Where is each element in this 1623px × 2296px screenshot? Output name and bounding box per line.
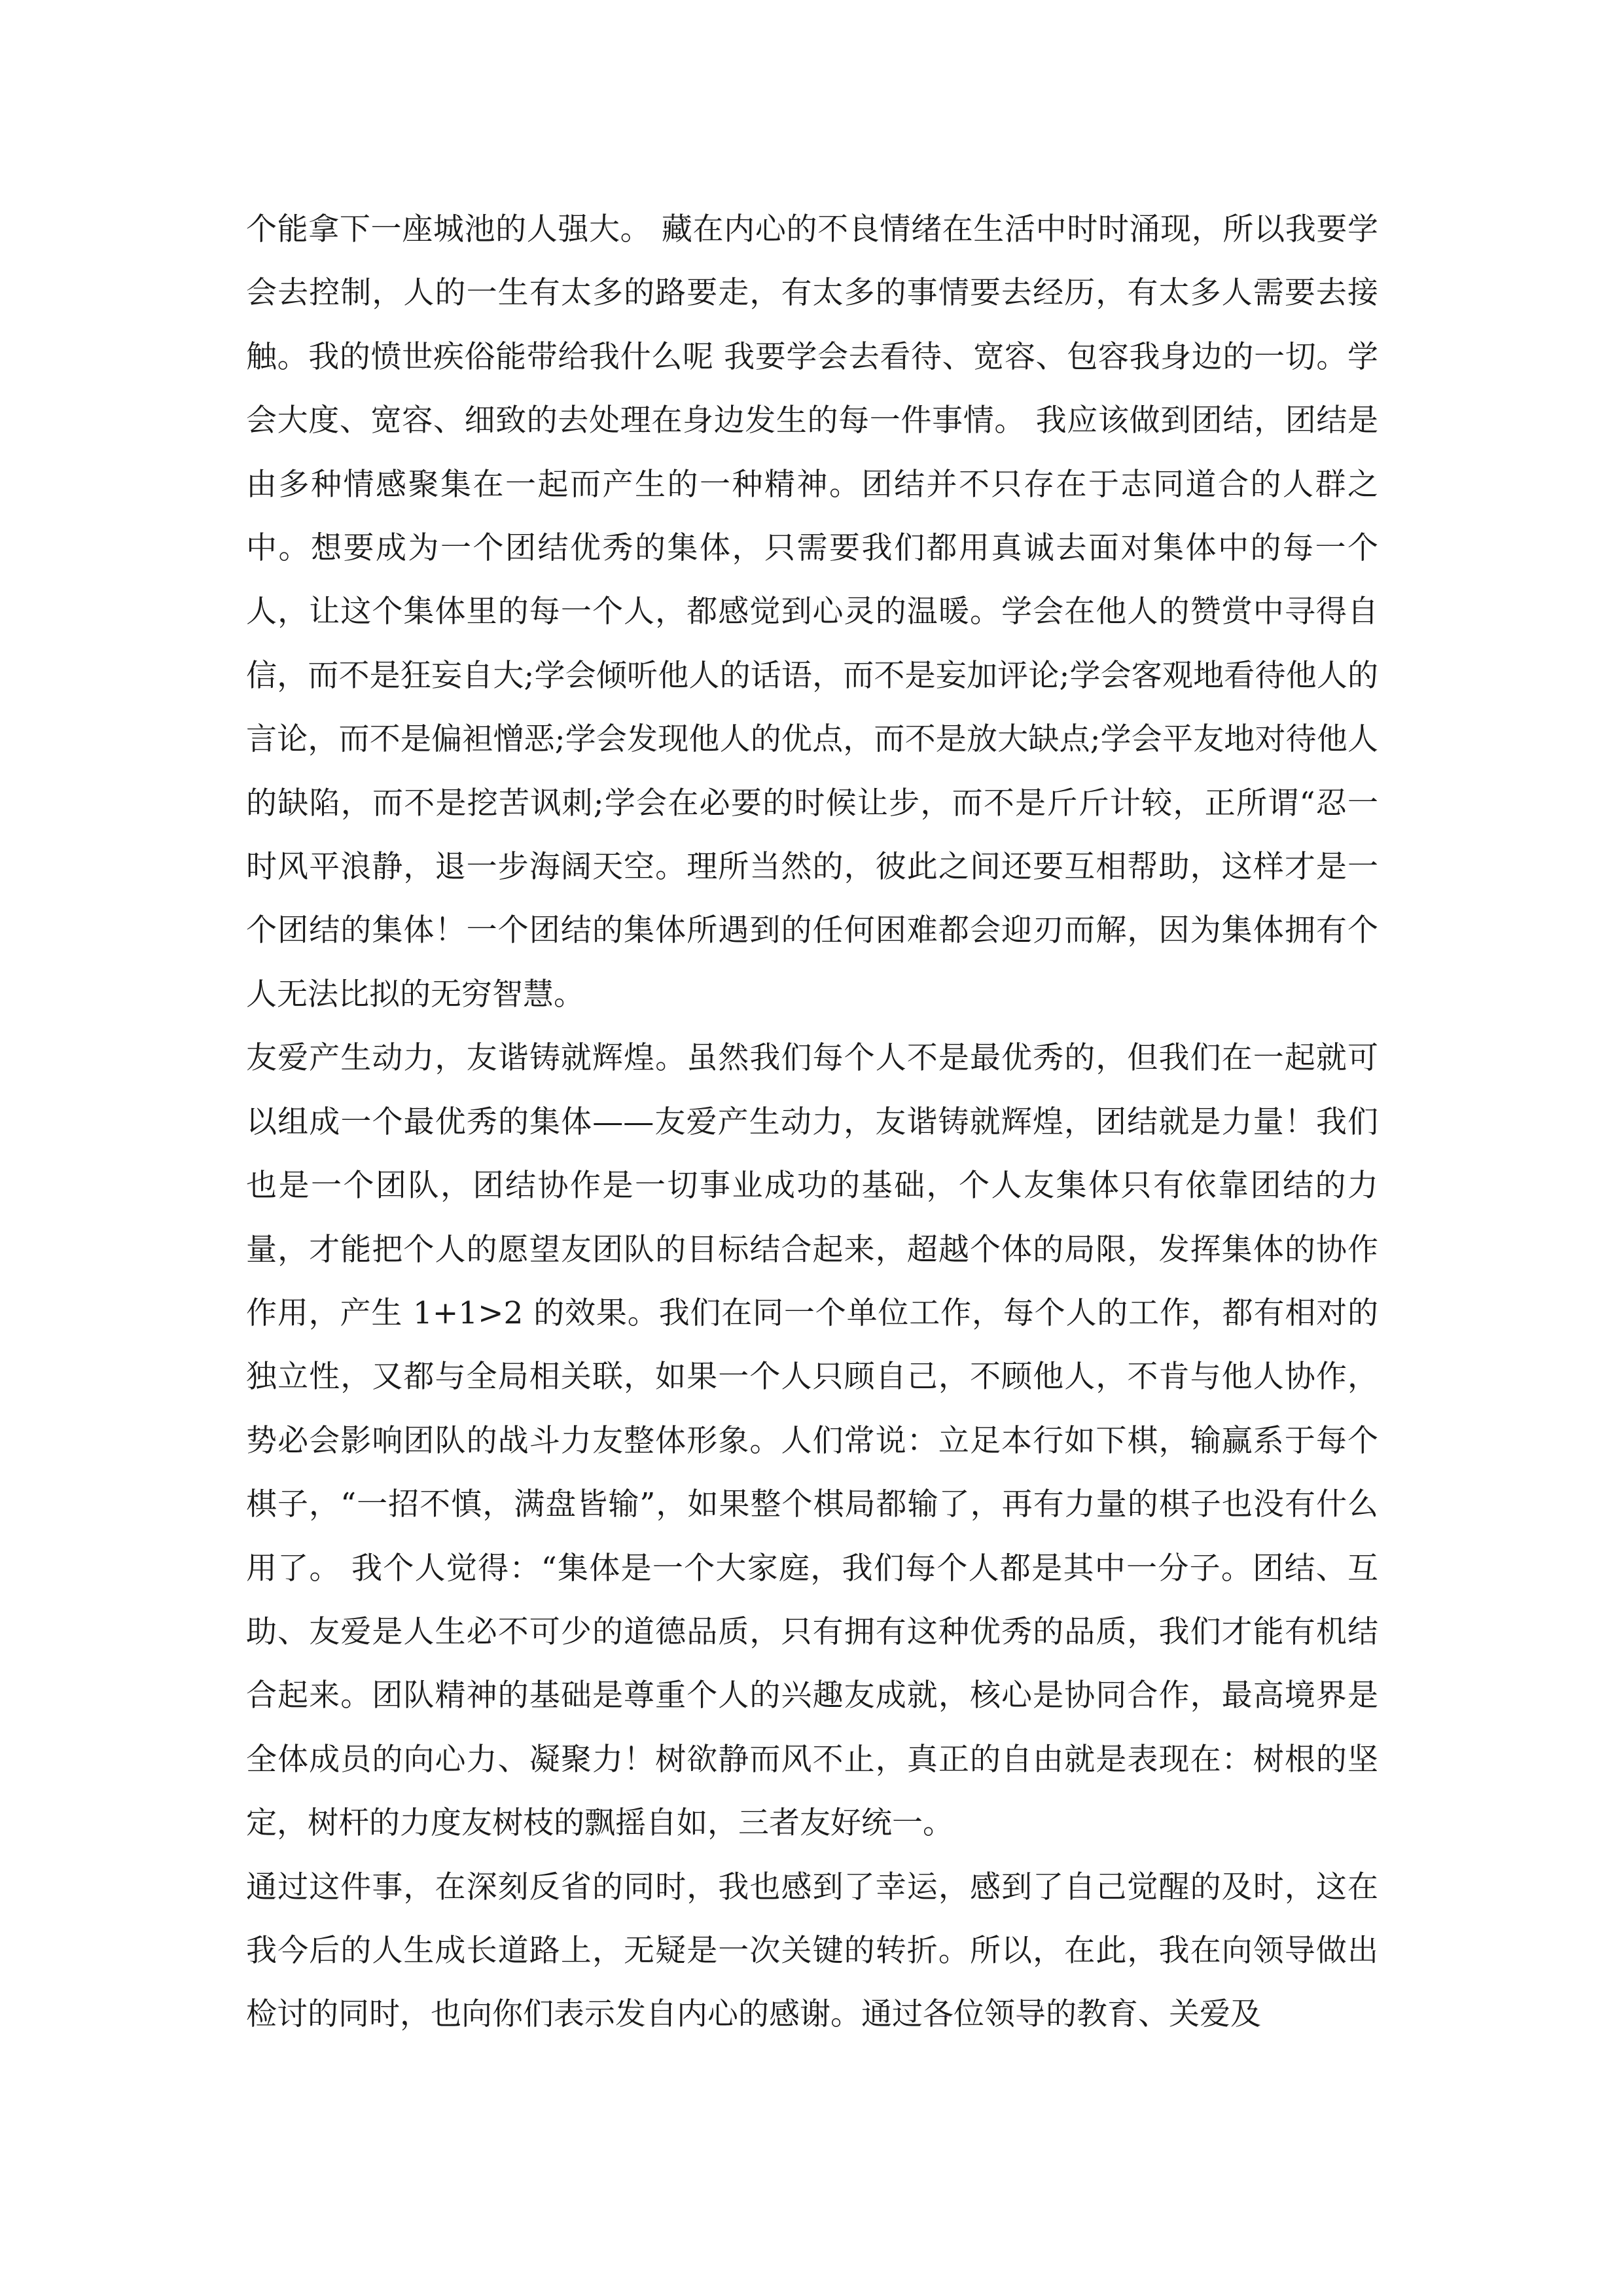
paragraph-2: 友爱产生动力，友谐铸就辉煌。虽然我们每个人不是最优秀的，但我们在一起就可以组成一个最优秀的集体——友爱产生动力，友谐铸就辉煌，团结就是力量！我们也是一个团队，团结协作是一切事业成功的基础，个人友集体只有依靠团结的力量，才能把个人的愿望友团队的目标结合起来，超越个体的局限，发挥集体的协作作用，产生 1+1>2 的效果。我们在同一个单位工作，每个人的工作，都有相对的独立性，又都与全局相关联，如果一个人只顾自己，不顾他人，不肯与他人协作，势必会影响团队的战斗力友整体形象。人们常说：立足本行如下棋，输赢系于每个棋子，“一招不慎，满盘皆输”，如果整个棋局都输了，再有力量的棋子也没有什么用了。 我个人觉得：“集体是一个大家庭，我们每个人都是其中一分子。团结、互助、友爱是人生必不可少的道德品质，只有拥有这种优秀的品质，我们才能有机结合起来。团队精神的基础是尊重个人的兴趣友成就，核心是协同合作，最高境界是全体成员的向心力、凝聚力！树欲静而风不止，真正的自由就是表现在：树根的坚定，树杆的力度友树枝的飘摇自如，三者友好统一。	[246, 1040, 1378, 1842]
body-text	[246, 198, 1378, 2047]
paragraph-1: 个能拿下一座城池的人强大。 藏在内心的不良情绪在生活中时时涌现，所以我要学会去控制，人的一生有太多的路要走，有太多的事情要去经历，有太多人需要去接触。我的愤世疾俗能带给我什么呢 我要学会去看待、宽容、包容我身边的一切。学会大度、宽容、细致的去处理在身边发生的每一件事情。 我应该做到团结，团结是由多种情感聚集在一起而产生的一种精神。团结并不只存在于志同道合的人群之中。想要成为一个团结优秀的集体，只需要我们都用真诚去面对集体中的每一个人，让这个集体里的每一个人，都感觉到心灵的温暖。学会在他人的赞赏中寻得自信，而不是狂妄自大;学会倾听他人的话语，而不是妄加评论;学会客观地看待他人的言论，而不是偏袒憎恶;学会发现他人的优点，而不是放大缺点;学会平友地对待他人的缺陷，而不是挖苦讽刺;学会在必要的时候让步，而不是斤斤计较，正所谓“忍一时风平浪静，退一步海阔天空。理所当然的，彼此之间还要互相帮助，这样才是一个团结的集体！一个团结的集体所遇到的任何困难都会迎刃而解，因为集体拥有个人无法比拟的无穷智慧。	[246, 211, 1378, 1013]
paragraph-3: 通过这件事，在深刻反省的同时，我也感到了幸运，感到了自己觉醒的及时，这在我今后的人生成长道路上，无疑是一次关键的转折。所以，在此，我在向领导做出检讨的同时，也向你们表示发自内心的感谢。通过各位领导的教育、关爱及	[246, 1869, 1378, 2033]
